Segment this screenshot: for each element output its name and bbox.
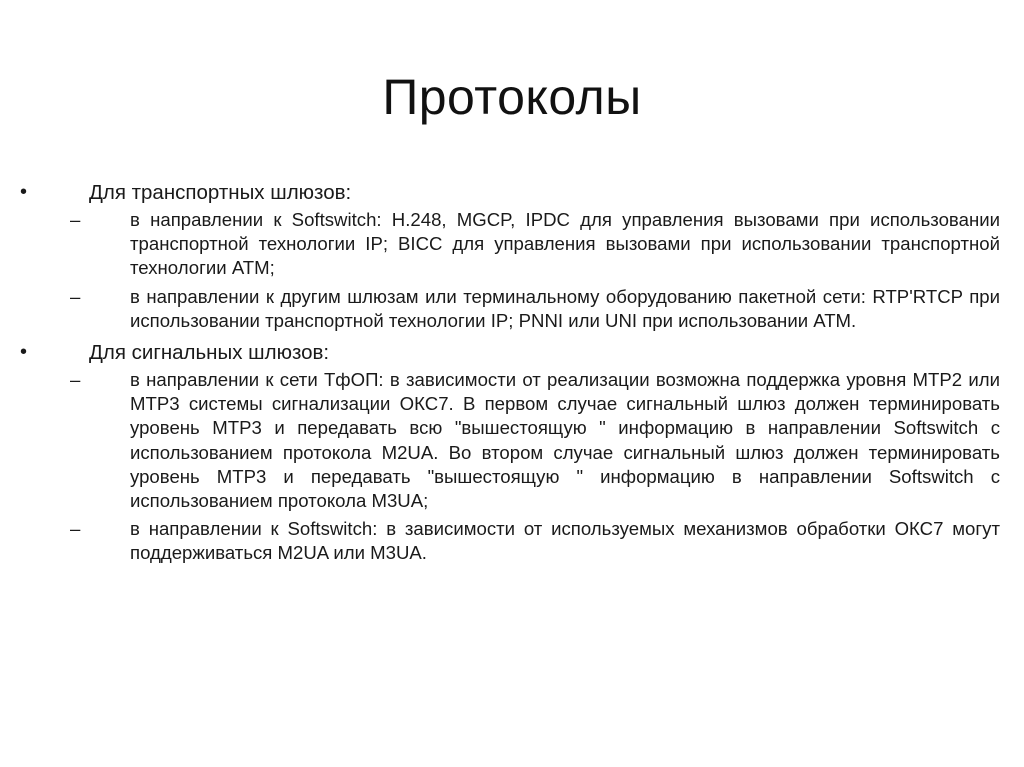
sub-bullet	[20, 208, 1000, 281]
sub-bullet-text: в направлении к другим шлюзам или терминальному оборудованию пакетной сети: RTP'RTCP при использовании транспортной технологии IP; PNNI или UNI при использовании АТМ.	[130, 285, 1000, 331]
bullet-icon: •	[20, 181, 28, 203]
dash-icon: –	[70, 285, 81, 307]
sub-bullet-text: в направлении к Softswitch: в зависимости от используемых механизмов обработки ОКС7 могут поддерживаться M2UA или M3UA.	[130, 518, 1000, 564]
section-heading: Для сигнальных шлюзов:	[89, 341, 330, 365]
sub-bullet	[20, 285, 1000, 333]
bullet-transport-gateways	[20, 177, 1000, 208]
dash-icon: –	[70, 518, 81, 540]
bullet-signaling-gateways	[20, 337, 1000, 368]
sub-bullet-text: в направлении к Softswitch: Н.248, MGCP, IPDC для управления вызовами при использовании транспортной технологии IP; BICC для управления вызовами при использовании транспортной технологии АТМ;	[130, 209, 1000, 279]
section-heading: Для транспортных шлюзов:	[89, 181, 352, 204]
bullet-icon: •	[20, 341, 28, 364]
slide-title: Протоколы	[382, 69, 642, 125]
sub-bullet	[20, 368, 1000, 513]
sub-bullet-text: в направлении к сети ТфОП: в зависимости от реализации возможна поддержка уровня МТР2 или МТР3 системы сигнализации ОКС7. В первом случае сигнальный шлюз должен терминировать уровень МТР3 и передавать всю "вышестоящую " информацию в направлении Softswitch с использованием протокола M2UA. Во втором случае сигнальный шлюз должен терминировать уровень МТР3 и передавать "вышестоящую " информацию в направлении Softswitch с использованием протокола M3UA;	[130, 369, 1000, 512]
slide-content	[20, 177, 1000, 570]
dash-icon: –	[70, 209, 81, 230]
sub-bullet	[20, 517, 1000, 565]
dash-icon: –	[70, 369, 81, 391]
